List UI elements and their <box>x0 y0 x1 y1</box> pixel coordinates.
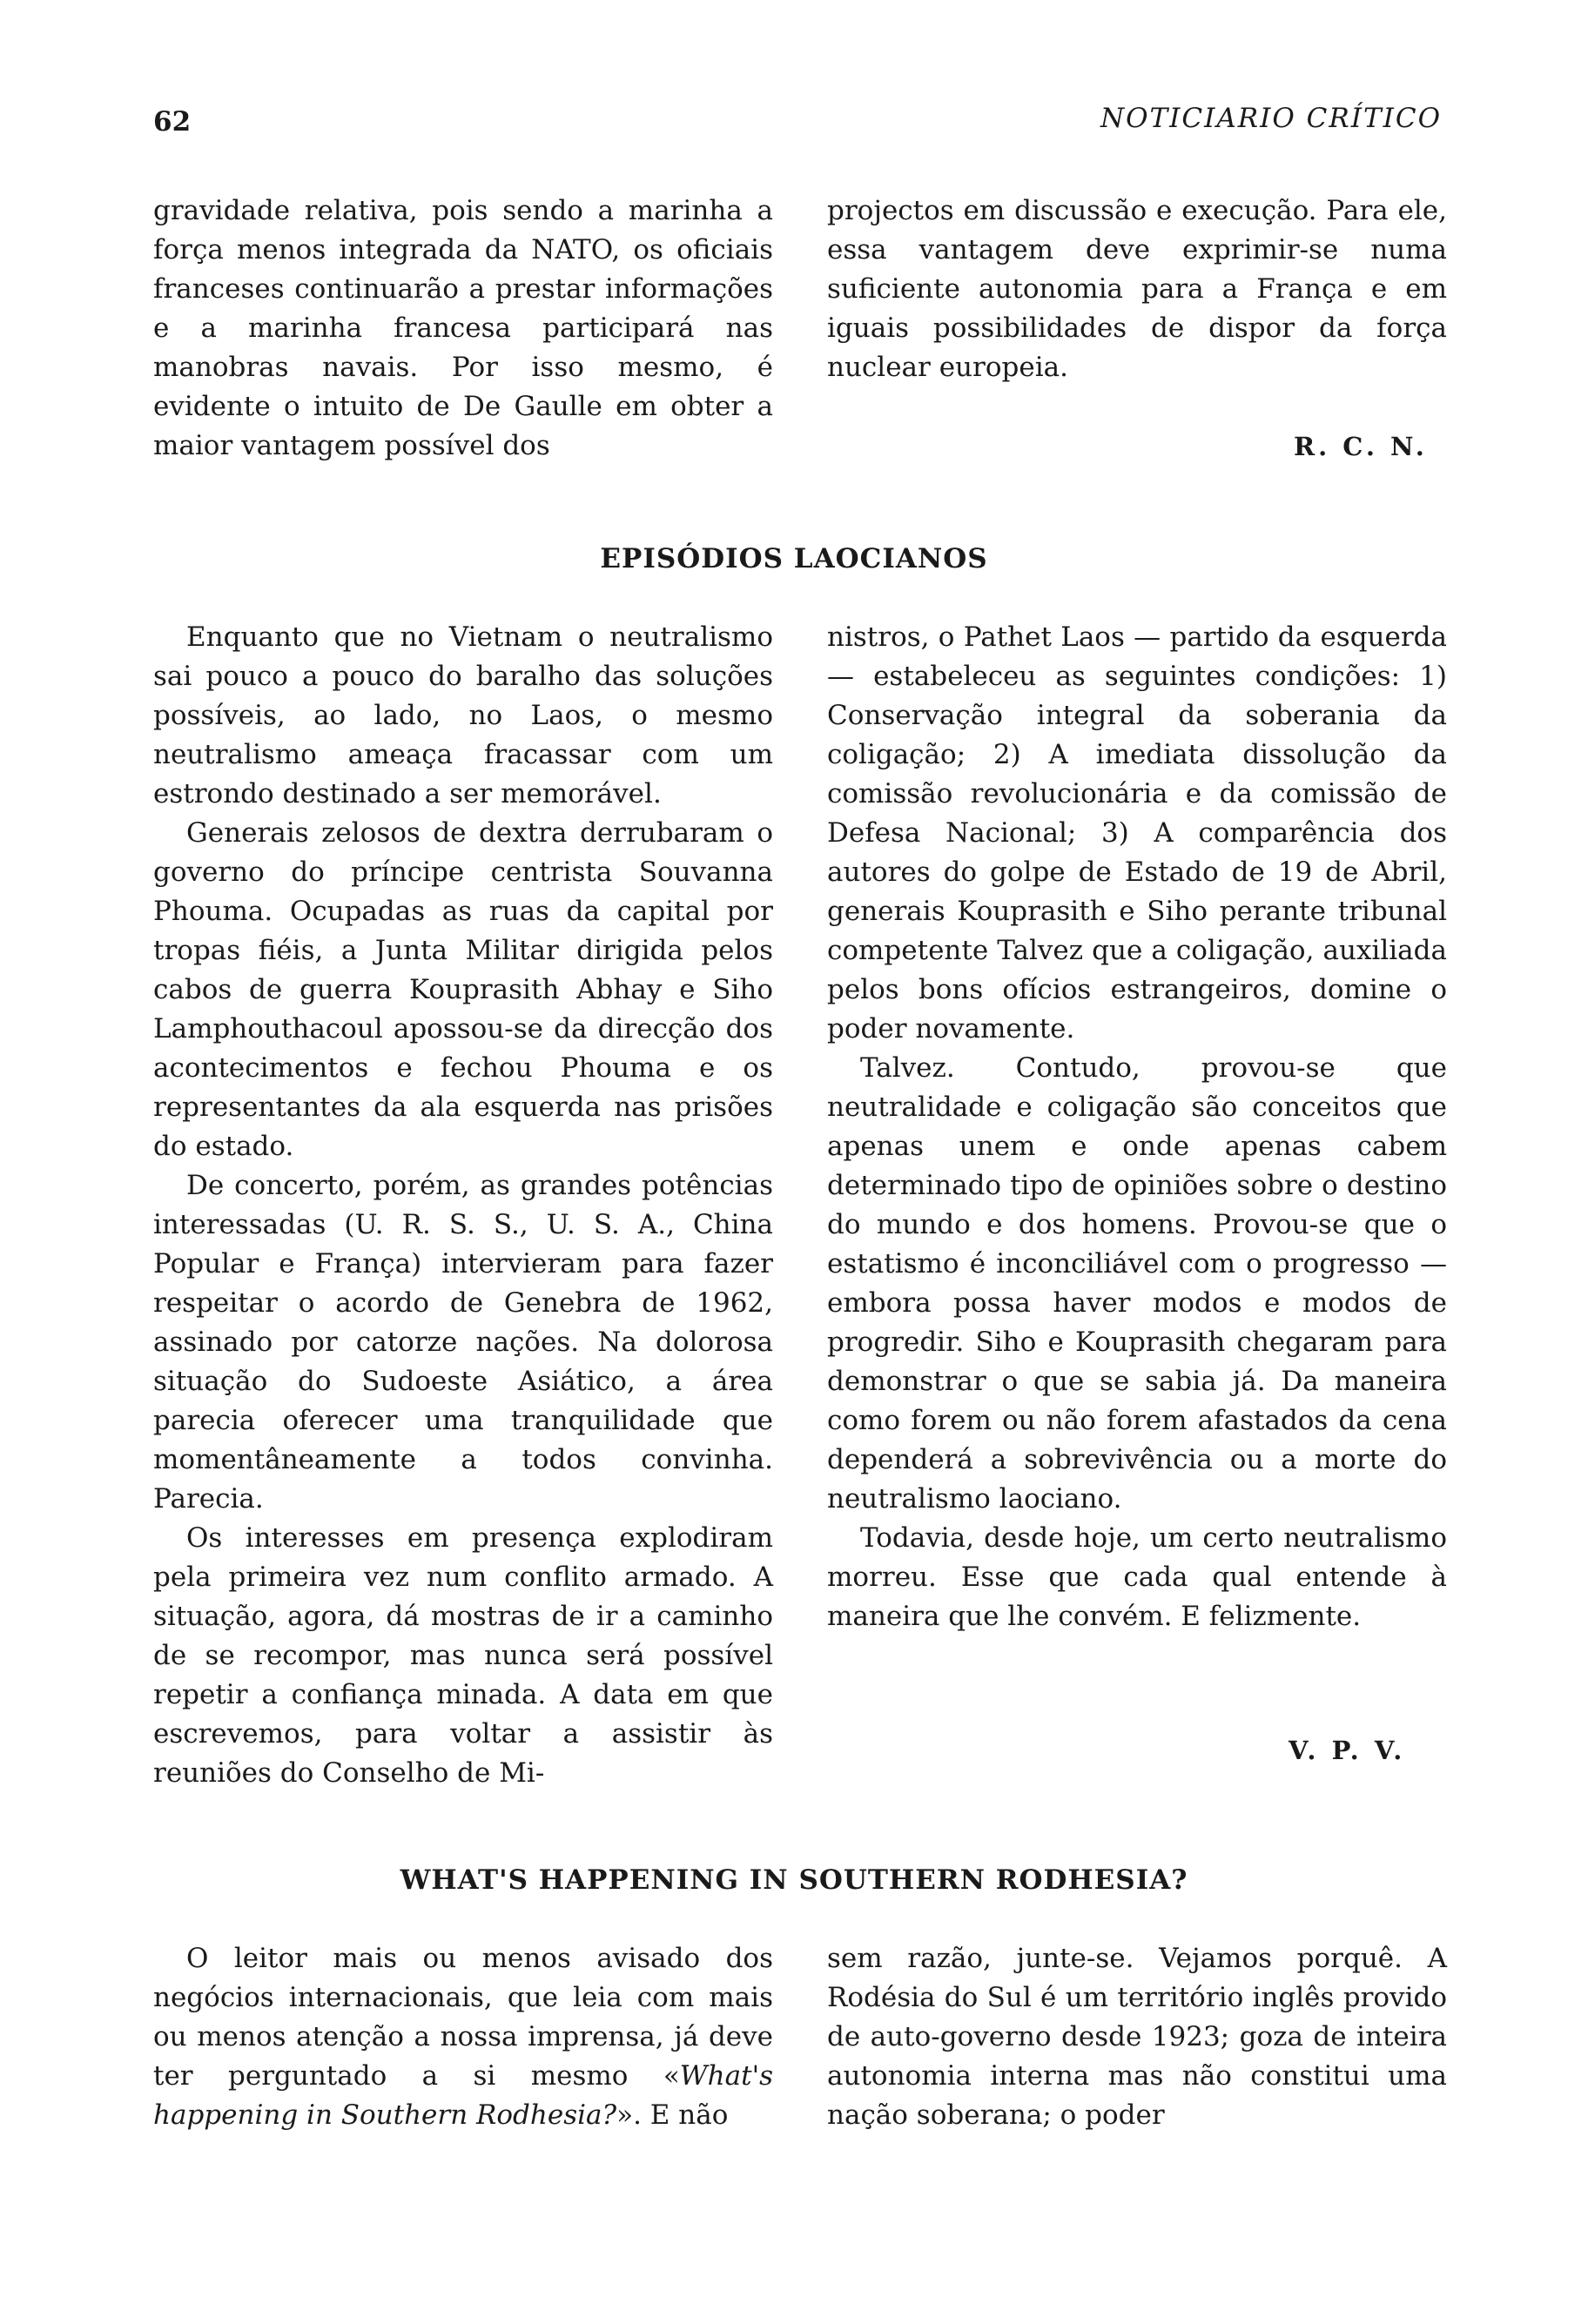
text-run: ». E não <box>616 2099 729 2131</box>
section-heading: EPISÓDIOS LAOCIANOS <box>600 543 988 574</box>
paragraph: Enquanto que no Vietnam o neutralismo sai pouco a pouco do baralho das soluções possíveis, ao lado, no Laos, o mesmo neutralismo ameaça fracassar com um estrondo destinado a ser memorável. <box>153 621 773 809</box>
paragraph: gravidade relativa, pois sendo a marinha a força menos integrada da NATO, os oficiais franceses continuarão a prestar informações e a marinha francesa participará nas manobras navais. Por isso mesmo, é evidente o intuito de De Gaulle em obter a maior vantagem possível dos <box>153 195 773 461</box>
section1-column-left <box>153 191 773 466</box>
paragraph <box>153 1939 773 2135</box>
signature: V. P. V. <box>1289 1736 1406 1765</box>
paragraph: sem razão, junte-se. Vejamos porquê. A Rodésia do Sul é um território inglês provido de auto-governo desde 1923; goza de inteira autonomia interna mas não constitui uma nação soberana; o poder <box>827 1943 1447 2131</box>
section-heading: WHAT'S HAPPENING IN SOUTHERN RODHESIA? <box>400 1864 1188 1896</box>
section3-column-left <box>153 1939 773 2135</box>
paragraph: Os interesses em presença explodiram pela primeira vez num conflito armado. A situação, agora, dá mostras de ir a caminho de se recompor, mas nunca será possível repetir a confiança minada. A data em que escrevemos, para voltar a assistir às reuniões do Conselho de Mi- <box>153 1522 773 1789</box>
page-number: 62 <box>153 106 192 138</box>
paragraph: Generais zelosos de dextra derrubaram o governo do príncipe centrista Souvanna Phouma. Ocupadas as ruas da capital por tropas fiéis, a Junta Militar dirigida pelos cabos de guerra Kouprasith Abhay e Siho Lamphouthacoul apossou-se da direcção dos acontecimentos e fechou Phouma e os representantes da ala esquerda nas prisões do estado. <box>153 817 773 1162</box>
section2-column-right <box>827 618 1447 1636</box>
paragraph: Talvez. Contudo, provou-se que neutralidade e coligação são conceitos que apenas unem e onde apenas cabem determinado tipo de opiniões sobre o destino do mundo e dos homens. Provou-se que o estatismo é inconciliável com o progresso — embora possa haver modos e modos de progredir. Siho e Kouprasith chegaram para demonstrar o que se sabia já. Da maneira como forem ou não forem afastados da cena dependerá a sobrevivência ou a morte do neutralismo laociano. <box>827 1052 1447 1515</box>
text-run: O leitor mais ou menos avisado dos negócios internacionais, que leia com mais ou menos atenção a nossa imprensa, já deve ter perguntado a si mesmo « <box>153 1943 773 2092</box>
running-title: NOTICIARIO CRÍTICO <box>1100 103 1442 134</box>
paragraph: Todavia, desde hoje, um certo neutralismo morreu. Esse que cada qual entende à maneira que lhe convém. E felizmente. <box>827 1522 1447 1632</box>
section2-column-left <box>153 618 773 1793</box>
paragraph: projectos em discussão e execução. Para ele, essa vantagem deve exprimir-se numa suficiente autonomia para a França e em iguais possibilidades de dispor da força nuclear europeia. <box>827 195 1447 383</box>
section1-column-right <box>827 191 1447 387</box>
section3-column-right <box>827 1939 1447 2135</box>
paragraph: De concerto, porém, as grandes potências interessadas (U. R. S. S., U. S. A., China Popular e França) intervieram para fazer respeitar o acordo de Genebra de 1962, assinado por catorze nações. Na dolorosa situação do Sudoeste Asiático, a área parecia oferecer uma tranquilidade que momentâneamente a todos convinha. Parecia. <box>153 1170 773 1515</box>
paragraph: nistros, o Pathet Laos — partido da esquerda — estabeleceu as seguintes condições: 1) Conservação integral da soberania da coligação; 2) A imediata dissolução da comissão revolucionária e da comissão de Defesa Nacional; 3) A comparência dos autores do golpe de Estado de 19 de Abril, generais Kouprasith e Siho perante tribunal competente Talvez que a coligação, auxiliada pelos bons ofícios estrangeiros, domine o poder novamente. <box>827 621 1447 1044</box>
italic-title: What's happening in Southern Rodhesia? <box>153 2060 773 2131</box>
signature: R. C. N. <box>1294 432 1428 461</box>
